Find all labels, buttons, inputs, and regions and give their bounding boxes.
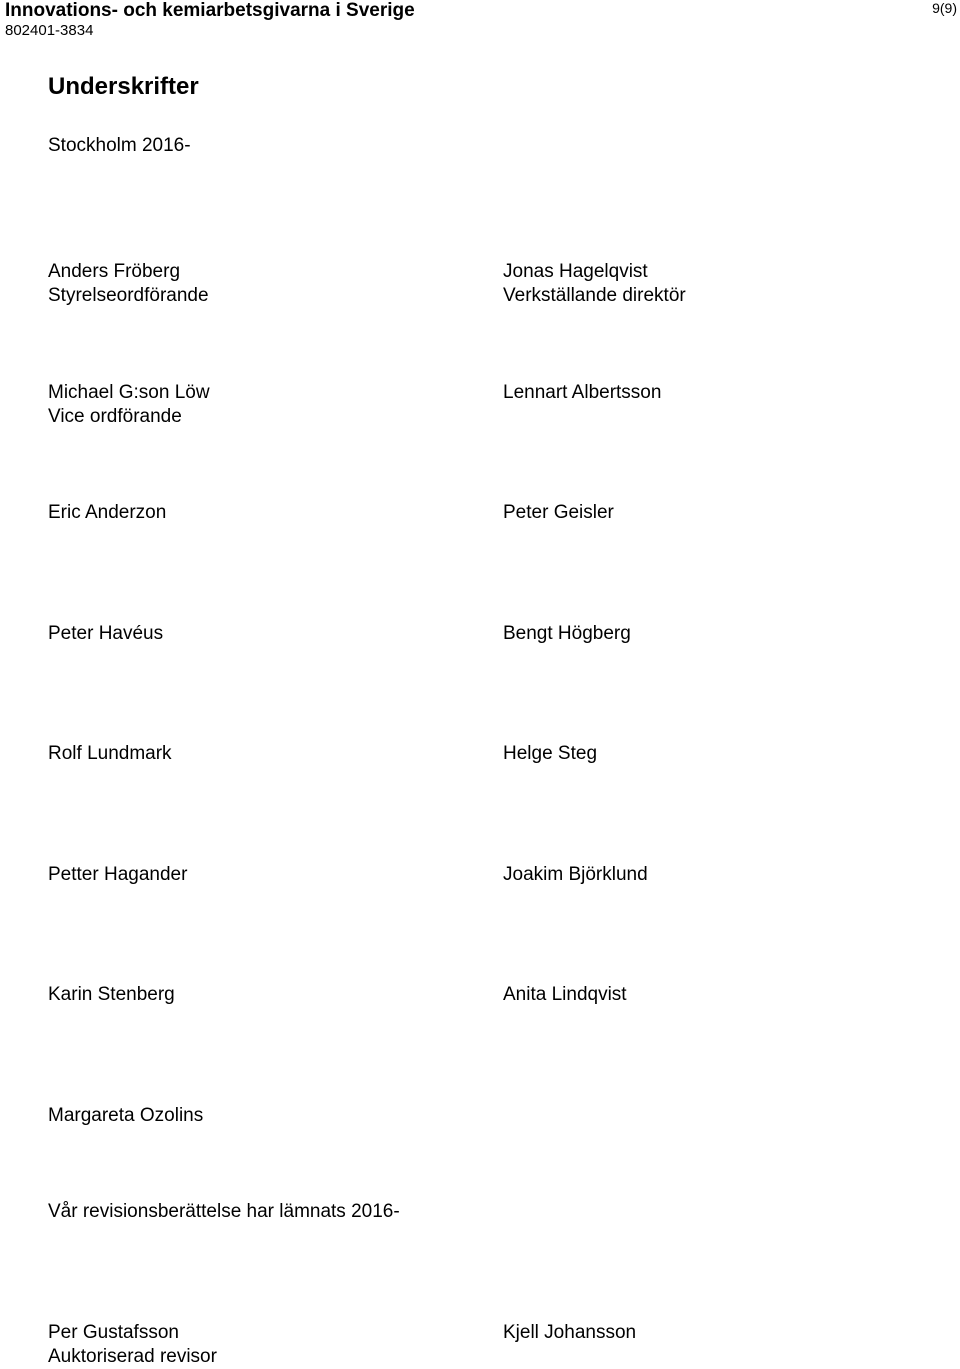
audit-statement: Vår revisionsberättelse har lämnats 2016- <box>48 1201 400 1222</box>
auditor-name: Per Gustafsson <box>48 1322 179 1343</box>
page-title: Underskrifter <box>48 73 199 100</box>
signature-block <box>503 742 597 766</box>
signature-block <box>48 260 209 308</box>
signature-block <box>503 501 614 525</box>
signature-block <box>48 381 210 429</box>
signature-block <box>48 1104 203 1128</box>
organization-name: Innovations- och kemiarbetsgivarna i Sverige <box>5 0 415 21</box>
page-number: 9(9) <box>932 0 957 16</box>
signature-block <box>503 622 631 646</box>
signatory-name: Lennart Albertsson <box>503 382 662 403</box>
signature-block <box>48 742 172 766</box>
signatory-role: Verkställande direktör <box>503 285 686 306</box>
place-date: Stockholm 2016- <box>48 135 191 156</box>
signatory-name: Joakim Björklund <box>503 864 648 885</box>
signature-block <box>48 863 187 887</box>
signatory-name: Peter Havéus <box>48 623 164 644</box>
signatory-role: Styrelseordförande <box>48 285 209 306</box>
signature-block <box>48 622 163 646</box>
signatory-name: Helge Steg <box>503 743 598 764</box>
signatory-name: Karin Stenberg <box>48 984 175 1005</box>
auditor-block <box>48 1321 217 1369</box>
auditor-role: Auktoriserad revisor <box>48 1346 217 1367</box>
signatory-name: Anders Fröberg <box>48 261 181 282</box>
signatory-name: Eric Anderzon <box>48 502 167 523</box>
signatory-name: Bengt Högberg <box>503 623 631 644</box>
signatory-name: Petter Hagander <box>48 864 188 885</box>
signature-block <box>503 381 661 405</box>
signature-block <box>48 983 175 1007</box>
signatory-name: Jonas Hagelqvist <box>503 261 648 282</box>
signatory-role: Vice ordförande <box>48 406 182 427</box>
organization-number: 802401-3834 <box>5 22 94 39</box>
signatory-name: Rolf Lundmark <box>48 743 172 764</box>
signatory-name: Anita Lindqvist <box>503 984 627 1005</box>
signatory-name: Margareta Ozolins <box>48 1105 204 1126</box>
signatory-name: Michael G:son Löw <box>48 382 210 403</box>
auditor-name: Kjell Johansson <box>503 1322 637 1343</box>
signature-block <box>503 863 648 887</box>
signature-block <box>503 983 627 1007</box>
signature-block <box>503 260 686 308</box>
auditor-block <box>503 1321 636 1345</box>
signature-block <box>48 501 166 525</box>
signatory-name: Peter Geisler <box>503 502 614 523</box>
